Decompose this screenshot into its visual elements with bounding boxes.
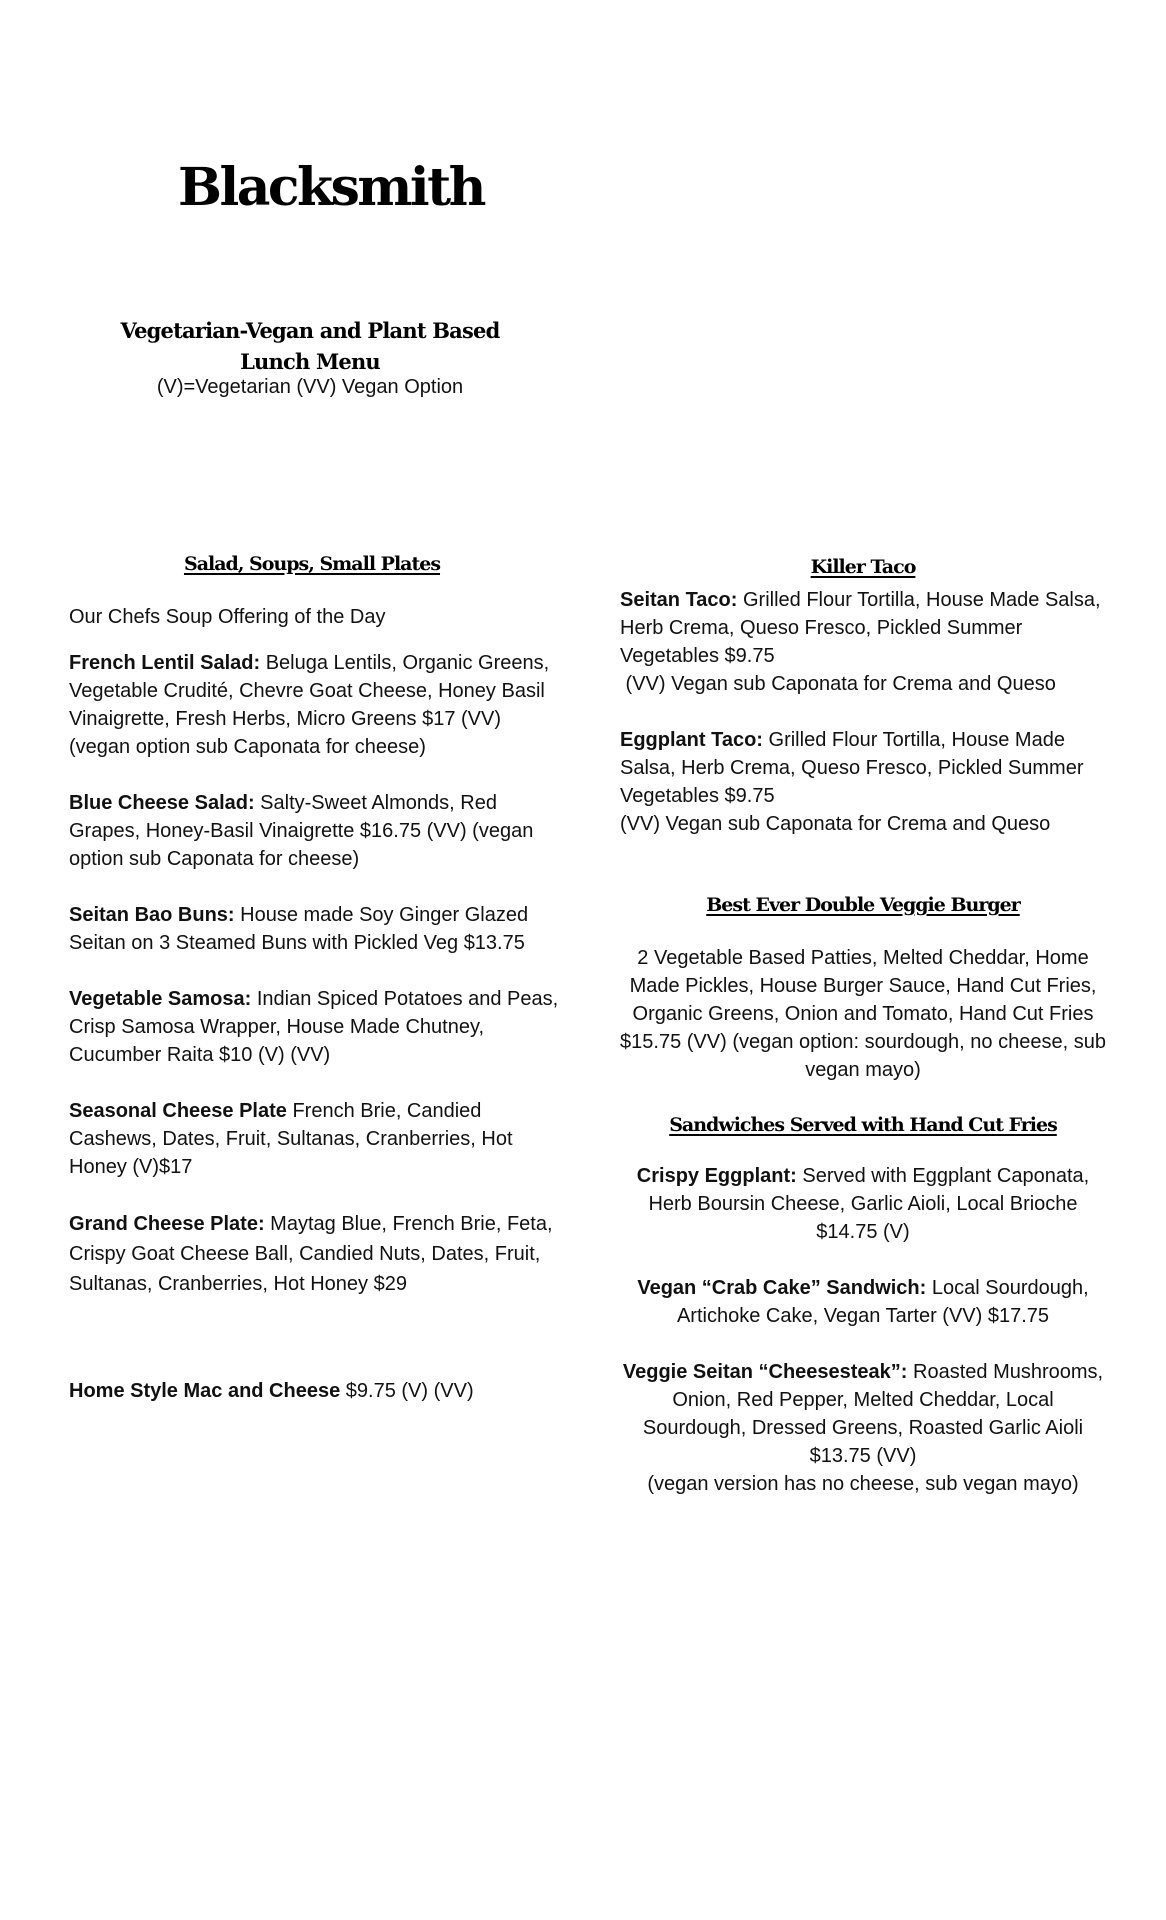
item-description: French Brie, Candied Cashews, Dates, Fruit, Sultanas, Cranberries, Hot Honey (V)$17 [69,1100,513,1178]
item-name: Blue Cheese Salad: [69,792,255,814]
item-name: Seitan Taco: [620,589,738,611]
menu-item-vegan-crab-cake-sandwich [620,1274,1106,1330]
item-description: Maytag Blue, French Brie, Feta, Crispy Goat Cheese Ball, Candied Nuts, Dates, Fruit, Sultanas, Cranberries, Hot Honey $29 [69,1213,553,1295]
restaurant-name: Blacksmith [178,157,484,218]
subtitle-line-2: Lunch Menu [240,349,380,374]
item-name: Grand Cheese Plate: [69,1213,265,1235]
section-title-salads: Salad, Soups, Small Plates [183,553,441,575]
menu-item-french-lentil-salad [69,649,559,761]
item-description: Served with Eggplant Caponata, Herb Boursin Cheese, Garlic Aioli, Local Brioche $14.75 (V) [648,1165,1090,1243]
item-name: Vegan “Crab Cake” Sandwich: [637,1277,927,1299]
item-description: Grilled Flour Tortilla, House Made Salsa, Herb Crema, Queso Fresco, Pickled Summer Vegetables $9.75 [620,729,1084,807]
menu-subtitle [100,315,520,377]
menu-item-eggplant-taco [620,726,1106,838]
item-name: Seasonal Cheese Plate [69,1100,287,1122]
item-name: Home Style Mac and Cheese [69,1380,341,1402]
menu-item-veggie-seitan-cheesesteak [620,1358,1106,1498]
menu-item-seitan-taco [620,586,1106,698]
item-vegan-note: (vegan version has no cheese, sub vegan mayo) [647,1473,1079,1495]
item-description: Our Chefs Soup Offering of the Day [69,606,386,628]
menu-item-grand-cheese-plate [69,1209,559,1299]
item-name: Vegetable Samosa: [69,988,252,1010]
item-description: Beluga Lentils, Organic Greens, Vegetable Crudité, Chevre Goat Cheese, Honey Basil Vinaigrette, Fresh Herbs, Micro Greens $17 (VV)(vegan option sub Caponata for cheese) [69,652,550,758]
section-title-sandwiches: Sandwiches Served with Hand Cut Fries [669,1114,1057,1136]
item-name: Veggie Seitan “Cheesesteak”: [622,1361,908,1383]
item-description: Indian Spiced Potatoes and Peas, Crisp Samosa Wrapper, House Made Chutney, Cucumber Raita $10 (V) (VV) [69,988,559,1066]
item-description: Roasted Mushrooms, Onion, Red Pepper, Melted Cheddar, Local Sourdough, Dressed Greens, Roasted Garlic Aioli $13.75 (VV) [642,1361,1104,1467]
item-vegan-note: (VV) Vegan sub Caponata for Crema and Queso [620,813,1051,835]
menu-item-seitan-bao-buns [69,901,559,957]
menu-item-soup [69,603,559,631]
item-description: $9.75 (V) (VV) [340,1380,474,1402]
menu-item-blue-cheese-salad [69,789,559,873]
item-name: French Lentil Salad: [69,652,261,674]
menu-item-double-veggie-burger [620,944,1106,1084]
item-name: Crispy Eggplant: [636,1165,797,1187]
section-title-killer-taco: Killer Taco [810,556,916,578]
item-description: 2 Vegetable Based Patties, Melted Cheddar, Home Made Pickles, House Burger Sauce, Hand Cut Fries, Organic Greens, Onion and Tomato, Hand Cut Fries $15.75 (VV) (vegan option: sourdough, no cheese, sub vegan mayo) [620,947,1106,1081]
section-title-veggie-burger: Best Ever Double Veggie Burger [706,894,1020,916]
menu-item-seasonal-cheese-plate [69,1097,559,1181]
right-column [620,556,1106,1498]
menu-item-mac-and-cheese [69,1377,559,1405]
item-name: Eggplant Taco: [620,729,763,751]
subtitle-line-1: Vegetarian-Vegan and Plant Based [120,318,500,343]
dietary-legend: (V)=Vegetarian (VV) Vegan Option [156,376,464,398]
menu-item-crispy-eggplant [620,1162,1106,1246]
left-column [69,553,559,1405]
menu-item-vegetable-samosa [69,985,559,1069]
item-name: Seitan Bao Buns: [69,904,235,926]
item-description: Local Sourdough, Artichoke Cake, Vegan Tarter (VV) $17.75 [676,1277,1089,1327]
item-description: Salty-Sweet Almonds, Red Grapes, Honey-Basil Vinaigrette $16.75 (VV) (vegan option sub Caponata for cheese) [69,792,534,870]
item-description: House made Soy Ginger Glazed Seitan on 3 Steamed Buns with Pickled Veg $13.75 [69,904,529,954]
item-vegan-note: (VV) Vegan sub Caponata for Crema and Queso [620,673,1056,695]
item-description: Grilled Flour Tortilla, House Made Salsa, Herb Crema, Queso Fresco, Pickled Summer Vegetables $9.75 [620,589,1101,667]
